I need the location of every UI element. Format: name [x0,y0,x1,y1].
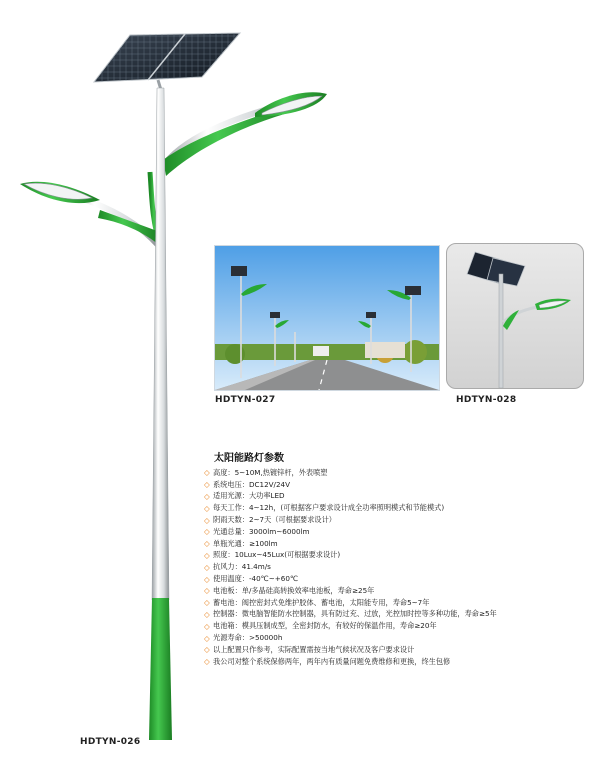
spec-item: ◇ 高度：5~10M,热镀锌杆，外表喷塑 [204,467,328,478]
spec-list [204,467,594,668]
spec-item: ◇ 抗风力：41.4m/s [204,562,271,572]
diamond-bullet-icon: ◇ [204,598,210,608]
spec-item: ◇ 照度：10Lux~45Lux(可根据要求设计) [204,550,341,560]
diamond-bullet-icon: ◇ [204,574,210,584]
photo-caption-028: HDTYN-028 [456,395,517,405]
spec-item: ◇ 电池箱：模具压制成型，全密封防水，有较好的保温作用，寿命≥20年 [204,621,437,631]
spec-item: ◇ 每天工作：4~12h，(可根据客户要求设计成全功率照明模式和节能模式) [204,503,445,513]
diamond-bullet-icon: ◇ [204,657,210,667]
spec-item: ◇ 电池板：单/多晶硅高转换效率电池板，寿命≥25年 [204,585,375,596]
diamond-bullet-icon: ◇ [204,562,210,572]
spec-item: ◇ 光通总量：3000lm~6000lm [204,526,310,537]
diamond-bullet-icon: ◇ [204,550,210,560]
spec-title: 太阳能路灯参数 [214,453,284,464]
main-caption-026: HDTYN-026 [80,737,141,747]
diamond-bullet-icon: ◇ [204,491,210,501]
product-thumbnail [446,243,584,389]
diamond-bullet-icon: ◇ [204,645,210,655]
spec-item: ◇ 光源寿命：>50000h [204,633,283,643]
diamond-bullet-icon: ◇ [204,503,210,513]
spec-item: ◇ 我公司对整个系统保修两年，两年内有质量问题免费维修和更换，终生包修 [204,656,451,667]
diamond-bullet-icon: ◇ [204,480,210,490]
diamond-bullet-icon: ◇ [204,609,210,619]
spec-item: ◇ 以上配置只作参考，实际配置需按当地气候状况及客户要求设计 [204,644,415,655]
spec-item: ◇ 系统电压：DC12V/24V [204,479,291,490]
spec-item: ◇ 单瓶光通：≥100lm [204,538,278,549]
diamond-bullet-icon: ◇ [204,633,210,643]
spec-item: ◇ 阴雨天数：2~7天（可根据要求设计） [204,515,336,525]
road-photo [214,245,440,391]
diamond-bullet-icon: ◇ [204,515,210,525]
diamond-bullet-icon: ◇ [204,621,210,631]
diamond-bullet-icon: ◇ [204,468,210,478]
diamond-bullet-icon: ◇ [204,527,210,537]
diamond-bullet-icon: ◇ [204,539,210,549]
diamond-bullet-icon: ◇ [204,586,210,596]
spec-item: ◇ 适用光源：大功率LED [204,491,285,501]
spec-item: ◇ 蓄电池：阀控密封式免维护胶体、蓄电池，太阳能专用，寿命5~7年 [204,597,430,608]
spec-item: ◇ 控制器：微电脑智能防水控制器，具有防过充、过放，光控加时控等多种功能，寿命≥5年 [204,609,497,619]
spec-item: ◇ 使用温度：-40℃~+60℃ [204,574,299,584]
photo-caption-027: HDTYN-027 [215,395,276,405]
